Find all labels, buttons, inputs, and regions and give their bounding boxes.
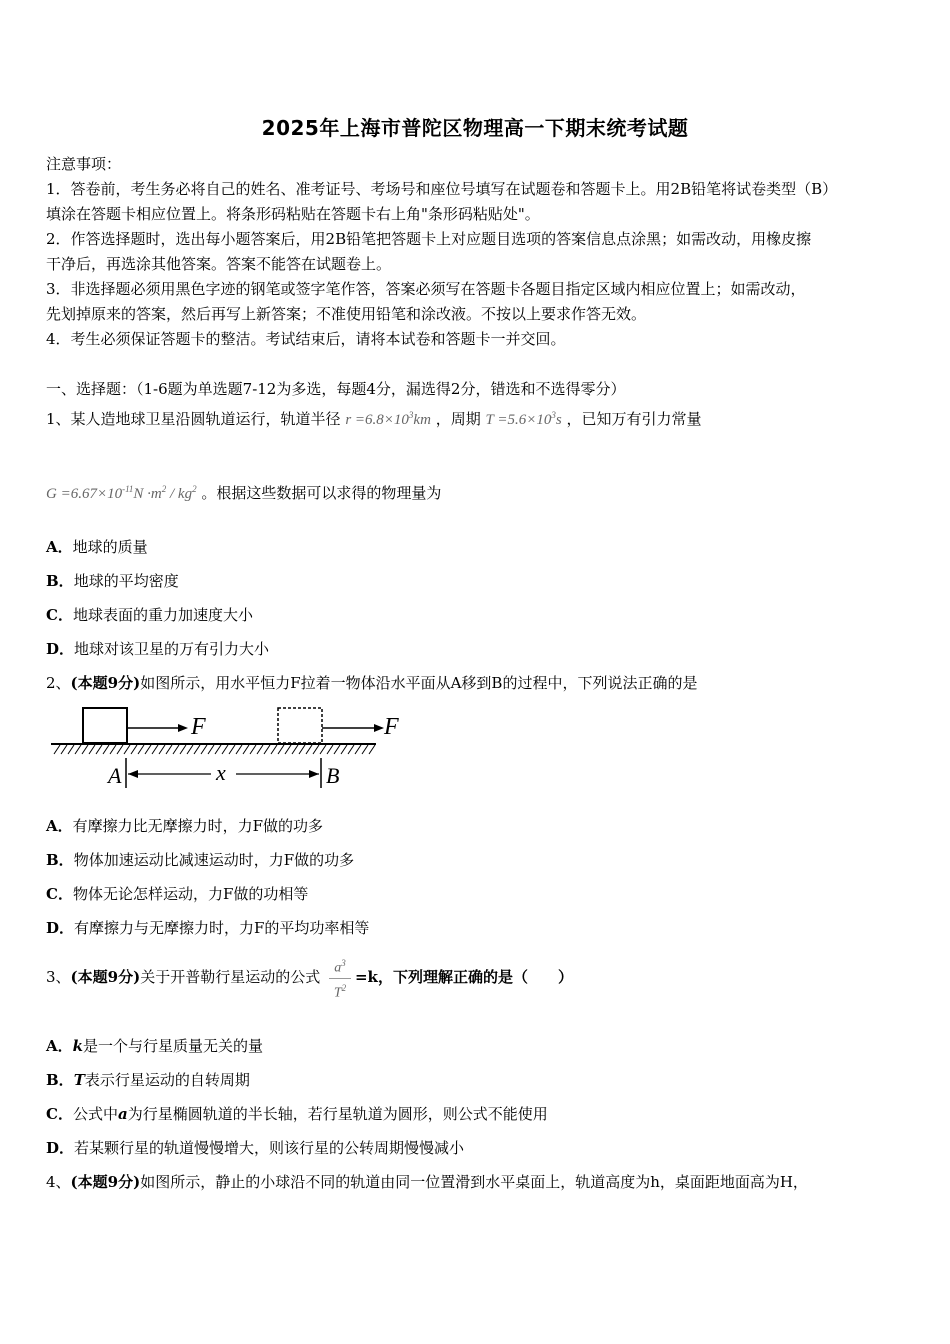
notice-line-3: 2．作答选择题时，选出每小题答案后，用2B铅笔把答题卡上对应题目选项的答案信息点涂黑；如需改动，用橡皮擦 bbox=[46, 230, 812, 248]
force-label-right: F bbox=[384, 714, 399, 740]
q1-radius-formula: $r =6.8\times 10^3km$ bbox=[345, 410, 431, 428]
distance-arrow-right-icon bbox=[309, 770, 319, 778]
arrow-head-right-icon bbox=[374, 724, 384, 732]
point-a-label: A bbox=[108, 763, 122, 788]
q2-stem: 2、(本题9分)如图所示，用水平恒力F拉着一物体沿水平面从A移到B的过程中，下列说法正确的是 bbox=[46, 674, 698, 692]
q4-stem: 4、(本题9分)如图所示，静止的小球沿不同的轨道由同一位置滑到水平桌面上，轨道高度为h，桌面距地面高为H， bbox=[46, 1173, 808, 1191]
q3-stem: 3、(本题9分)关于开普勒行星运动的公式 $\frac{a^3}{T^2}$ =k，下列理解正确的是（ ） bbox=[46, 955, 573, 1001]
q3-option-d[interactable]: D．若某颗行星的轨道慢慢增大，则该行星的公转周期慢慢减小 bbox=[46, 1139, 465, 1157]
q2-option-a[interactable]: A．有摩擦力比无摩擦力时，力F做的功多 bbox=[46, 817, 324, 835]
q3-option-c[interactable]: C．公式中a为行星椭圆轨道的半长轴，若行星轨道为圆形，则公式不能使用 bbox=[46, 1105, 548, 1123]
distance-arrow-left-icon bbox=[128, 770, 138, 778]
point-b-label: B bbox=[326, 763, 340, 788]
notice-line-7: 4．考生必须保证答题卡的整洁。考试结束后，请将本试卷和答题卡一并交回。 bbox=[46, 330, 566, 348]
notice-line-1: 1．答卷前，考生务必将自己的姓名、准考证号、考场号和座位号填写在试题卷和答题卡上。用2B铅笔将试卷类型（B） bbox=[46, 180, 838, 198]
q1-option-a[interactable]: A．地球的质量 bbox=[46, 538, 148, 556]
q2-option-d[interactable]: D．有摩擦力与无摩擦力时，力F的平均功率相等 bbox=[46, 919, 370, 937]
q1-stem bbox=[46, 408, 701, 429]
notice-line-6: 先划掉原来的答案，然后再写上新答案；不准使用铅笔和涂改液。不按以上要求作答无效。 bbox=[46, 305, 647, 323]
kepler-fraction: $\frac{a^3}{T^2}$ bbox=[329, 955, 351, 1001]
notice-line-4: 干净后，再选涂其他答案。答案不能答在试题卷上。 bbox=[46, 255, 392, 273]
q2-figure bbox=[46, 700, 406, 795]
q1-option-c[interactable]: C．地球表面的重力加速度大小 bbox=[46, 606, 253, 624]
arrow-head-left-icon bbox=[178, 724, 188, 732]
notice-line-2: 填涂在答题卡相应位置上。将条形码粘贴在答题卡右上角"条形码粘贴处"。 bbox=[46, 205, 540, 223]
force-label-left: F bbox=[191, 714, 206, 740]
q1-option-d[interactable]: D．地球对该卫星的万有引力大小 bbox=[46, 640, 270, 658]
q1-stem-a: 1、某人造地球卫星沿圆轨道运行，轨道半径 bbox=[46, 410, 341, 428]
q3-option-a[interactable]: A．k是一个与行星质量无关的量 bbox=[46, 1037, 264, 1055]
block-solid bbox=[83, 708, 127, 743]
q1-option-b[interactable]: B．地球的平均密度 bbox=[46, 572, 179, 590]
q1-stem-c: ，已知万有引力常量 bbox=[566, 410, 702, 428]
q2-option-c[interactable]: C．物体无论怎样运动，力F做的功相等 bbox=[46, 885, 309, 903]
q1-stem-d: 。根据这些数据可以求得的物理量为 bbox=[201, 484, 442, 502]
block-dashed bbox=[278, 708, 322, 743]
q2-option-b[interactable]: B．物体加速运动比减速运动时，力F做的功多 bbox=[46, 851, 355, 869]
page-title: 2025年上海市普陀区物理高一下期末统考试题 bbox=[261, 116, 689, 140]
q1-stem-line2 bbox=[46, 482, 441, 503]
ground-hatching bbox=[54, 745, 375, 754]
notice-line-5: 3．非选择题必须用黑色字迹的钢笔或签字笔作答，答案必须写在答题卡各题目指定区域内相应位置上；如需改动， bbox=[46, 280, 806, 298]
q3-option-b[interactable]: B．T表示行星运动的自转周期 bbox=[46, 1071, 250, 1089]
section-heading: 一、选择题：（1-6题为单选题7-12为多选，每题4分，漏选得2分，错选和不选得零分） bbox=[46, 380, 626, 398]
q1-period-formula: $T =5.6\times 10^3s$ bbox=[485, 410, 562, 428]
q1-gravity-formula: $G =6.67\times 10^{-11}N \cdot m^2 / kg^2$ bbox=[46, 484, 197, 502]
q1-stem-b: ，周期 bbox=[435, 410, 481, 428]
notice-heading: 注意事项： bbox=[46, 155, 122, 173]
distance-label: x bbox=[216, 760, 226, 785]
